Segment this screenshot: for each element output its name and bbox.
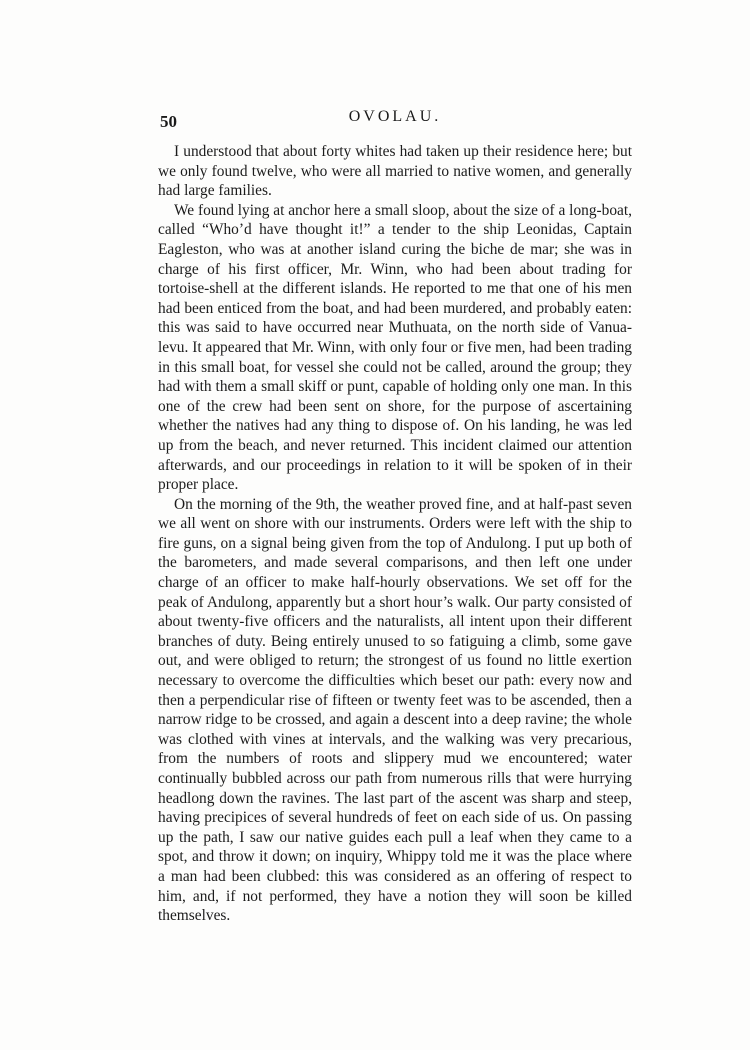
page-header — [160, 108, 630, 136]
paragraph-whites-residence: I understood that about forty whites had taken up their residence here; but we only found twelve, who were all married to native women, and generally had large families. — [158, 143, 632, 200]
running-head: OVOLAU. — [348, 108, 442, 125]
page-number: 50 — [160, 112, 177, 131]
body-text — [158, 142, 632, 926]
paragraph-ascent-of-andulong: On the morning of the 9th, the weather proved fine, and at half-past seven we all went on shore with our instruments. Orders were left with the ship to fire guns, on a signal being given from the top of Andulong. I put up both of the barometers, and made several comparisons, and then left one under charge of an officer to make half-hourly observations. We set off for the peak of Andulong, apparently but a short hour’s walk. Our party consisted of about twenty-five officers and the naturalists, all intent upon their different branches of duty. Being entirely unused to so fatiguing a climb, some gave out, and were obliged to return; the strongest of us found no little exertion necessary to overcome the difficulties which beset our path: every now and then a perpendicular rise of fifteen or twenty feet was to be ascended, then a narrow ridge to be crossed, and again a descent into a deep ravine; the whole was clothed with vines at intervals, and the walking was very precarious, from the numbers of roots and slippery mud we encountered; water continually bubbled across our path from numerous rills that were hurrying headlong down the ravines. The last part of the ascent was sharp and steep, having precipices of several hundreds of feet on each side of us. On passing up the path, I saw our native guides each pull a leaf when they came to a spot, and throw it down; on inquiry, Whippy told me it was the place where a man had been clubbed: this was considered as an offering of respect to him, and, if not performed, they have a notion they will soon be killed themselves. — [158, 495, 632, 925]
paragraph-sloop-at-anchor: We found lying at anchor here a small sloop, about the size of a long-boat, called “Who’d have thought it!” a tender to the ship Leonidas, Captain Eagleston, who was at another island curing the biche de mar; she was in charge of his first officer, Mr. Winn, who had been about trading for tortoise-shell at the different islands. He reported to me that one of his men had been enticed from the boat, and had been murdered, and probably eaten: this was said to have occurred near Muthuata, on the north side of Vanua-levu. It appeared that Mr. Winn, with only four or five men, had been trading in this small boat, for vessel she could not be called, around the group; they had with them a small skiff or punt, capable of holding only one man. In this one of the crew had been sent on shore, for the purpose of ascertaining whether the natives had any thing to dispose of. On his landing, he was led up from the beach, and never returned. This incident claimed our attention afterwards, and our proceedings in relation to it will be spoken of in their proper place. — [158, 201, 632, 494]
